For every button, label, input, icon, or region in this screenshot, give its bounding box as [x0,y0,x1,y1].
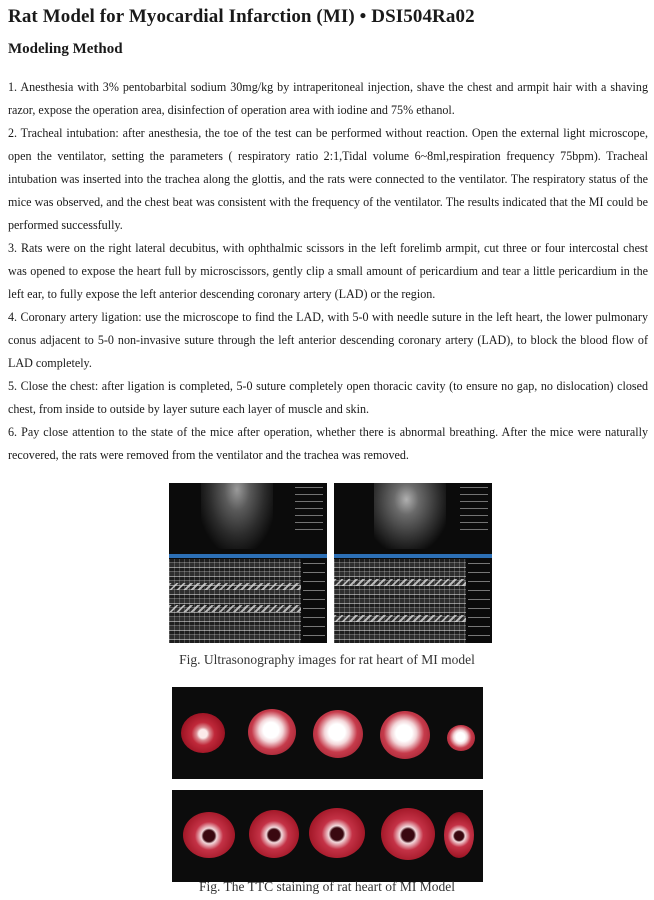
step-5: 5. Close the chest: after ligation is completed, 5-0 suture completely open thoracic cavity (to ensure no gap, no dislocation) closed chest, from inside to outside by layer suture each layer of muscle and skin. [8,379,648,416]
step-6: 6. Pay close attention to the state of the mice after operation, whether there is abnormal breathing. After the mice were naturally recovered, the rats were removed from the ventilator and the trachea was removed. [8,425,648,462]
step-3: 3. Rats were on the right lateral decubitus, with ophthalmic scissors in the left forelimb armpit, cut three or four intercostal chest was opened to expose the heart full by microscissors, gently clip a small amount of pericardium and tear a little pericardium in the left ear, to fully expose the left anterior descending coronary artery (LAD) or the region. [8,241,648,301]
ultrasound-figure [169,483,492,643]
ttc-image-bottom [172,790,483,882]
ultrasound-image-control [169,483,327,643]
ultrasound-image-mi [334,483,492,643]
ttc-caption: Fig. The TTC staining of rat heart of MI Model [199,879,455,894]
step-2: 2. Tracheal intubation: after anesthesia, the toe of the test can be performed without reaction. Open the external light microscope, open the ventilator, setting the parameters ( respiratory ratio 2:1,Tidal volume 6~8ml,respiration frequency 75bpm). Tracheal intubation was inserted into the trachea along the glottis, and the rats were connected to the ventilator. The respiratory status of the mice was observed, and the chest beat was consistent with the frequency of the ventilator. The results indicated that the MI could be performed successfully. [8,126,648,232]
method-steps [8,76,648,467]
ttc-image-top [172,687,483,779]
ultrasound-caption: Fig. Ultrasonography images for rat heart of MI model [179,652,475,667]
step-1: 1. Anesthesia with 3% pentobarbital sodium 30mg/kg by intraperitoneal injection, shave the chest and armpit hair with a shaving razor, expose the operation area, disinfection of operation area with iodine and 75% ethanol. [8,80,648,117]
page-title: Rat Model for Myocardial Infarction (MI) • DSI504Ra02 [8,6,475,27]
step-4: 4. Coronary artery ligation: use the microscope to find the LAD, with 5-0 with needle suture in the left heart, the lower pulmonary conus adjacent to 5-0 non-invasive suture through the left anterior descending coronary artery (LAD), to block the blood flow of LAD completely. [8,310,648,370]
section-heading: Modeling Method [8,41,123,57]
